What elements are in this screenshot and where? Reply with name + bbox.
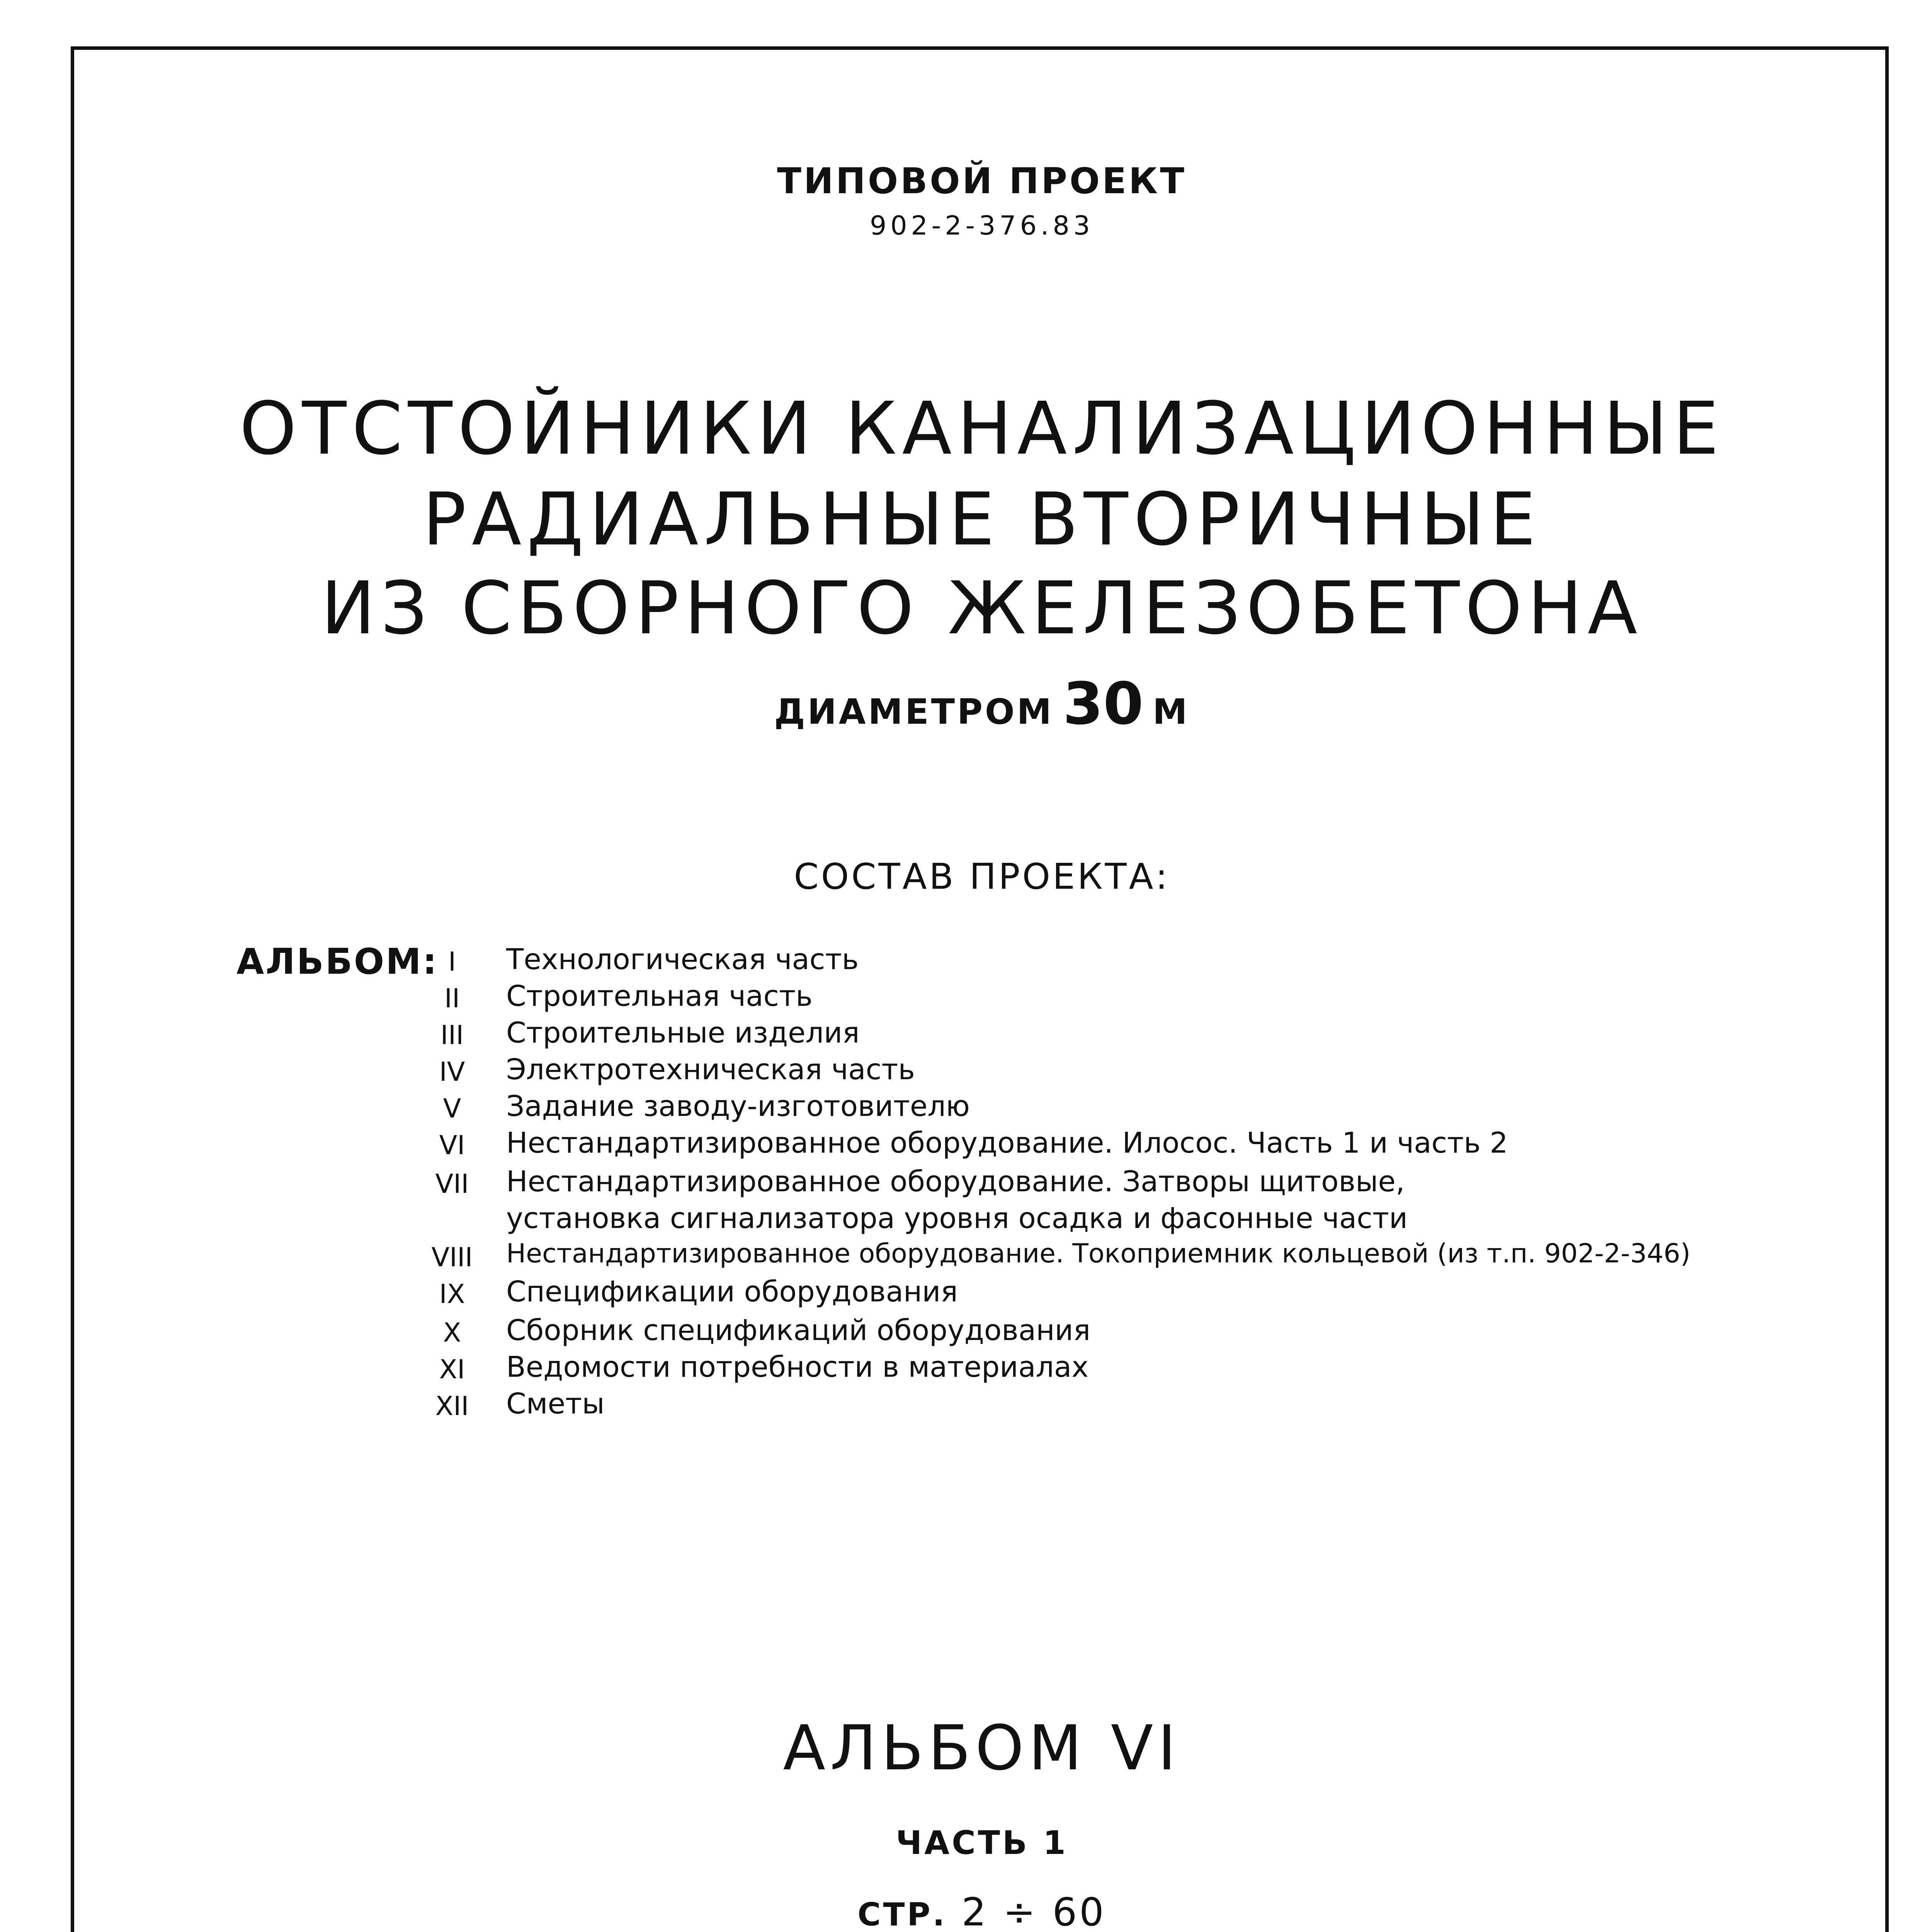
album-number: III — [440, 1020, 464, 1051]
album-list-label: АЛЬБОМ: — [236, 941, 439, 982]
album-number: VIII — [431, 1242, 473, 1273]
drawing-frame — [71, 46, 1889, 1932]
title-line-1: ОТСТОЙНИКИ КАНАЛИЗАЦИОННЫЕ — [239, 386, 1725, 471]
pages-prefix: СТР. — [857, 1896, 947, 1932]
album-item: установка сигнализатора уровня осадка и фасонные части — [506, 1202, 1408, 1235]
album-number: I — [448, 947, 456, 977]
album-item: Задание заводу-изготовителю — [506, 1090, 970, 1123]
diameter-label: ДИАМЕТРОМ — [774, 692, 1054, 732]
album-item: Электротехническая часть — [506, 1053, 915, 1086]
title-line-3: ИЗ СБОРНОГО ЖЕЛЕЗОБЕТОНА — [321, 566, 1643, 651]
album-number: X — [443, 1318, 461, 1348]
album-item: Нестандартизированное оборудование. Затворы щитовые, — [506, 1165, 1405, 1198]
album-part: ЧАСТЬ 1 — [896, 1824, 1068, 1862]
album-item: Сборник спецификаций оборудования — [506, 1314, 1091, 1347]
album-number: V — [443, 1094, 461, 1124]
album-item: Строительные изделия — [506, 1016, 860, 1049]
project-code: 902-2-376.83 — [869, 211, 1094, 241]
title-line-2: РАДИАЛЬНЫЕ ВТОРИЧНЫЕ — [422, 477, 1541, 562]
album-item: Нестандартизированное оборудование. Токоприемник кольцевой (из т.п. 902-2-346) — [506, 1238, 1691, 1269]
album-item: Сметы — [506, 1387, 605, 1420]
album-item: Спецификации оборудования — [506, 1275, 958, 1308]
diameter-value: 30 — [1063, 670, 1144, 738]
album-number: XII — [435, 1391, 469, 1422]
album-pages — [0, 1889, 1932, 1932]
album-number: VI — [439, 1130, 465, 1161]
album-number: IX — [439, 1279, 465, 1310]
diameter — [0, 670, 1932, 738]
album-item: Нестандартизированное оборудование. Илосос. Часть 1 и часть 2 — [506, 1126, 1508, 1160]
album-item: Технологическая часть — [506, 943, 859, 976]
album-number: IV — [439, 1057, 465, 1087]
album-number: VII — [435, 1169, 469, 1199]
composition-heading: СОСТАВ ПРОЕКТА: — [794, 856, 1170, 897]
project-type: ТИПОВОЙ ПРОЕКТ — [777, 160, 1187, 202]
album-number: II — [444, 983, 460, 1014]
diameter-unit: М — [1152, 692, 1190, 732]
pages-range: 2 ÷ 60 — [961, 1889, 1106, 1932]
album-title: АЛЬБОМ VI — [783, 1712, 1181, 1784]
album-number: XI — [439, 1354, 465, 1385]
album-item: Ведомости потребности в материалах — [506, 1350, 1088, 1384]
album-item: Строительная часть — [506, 980, 813, 1013]
